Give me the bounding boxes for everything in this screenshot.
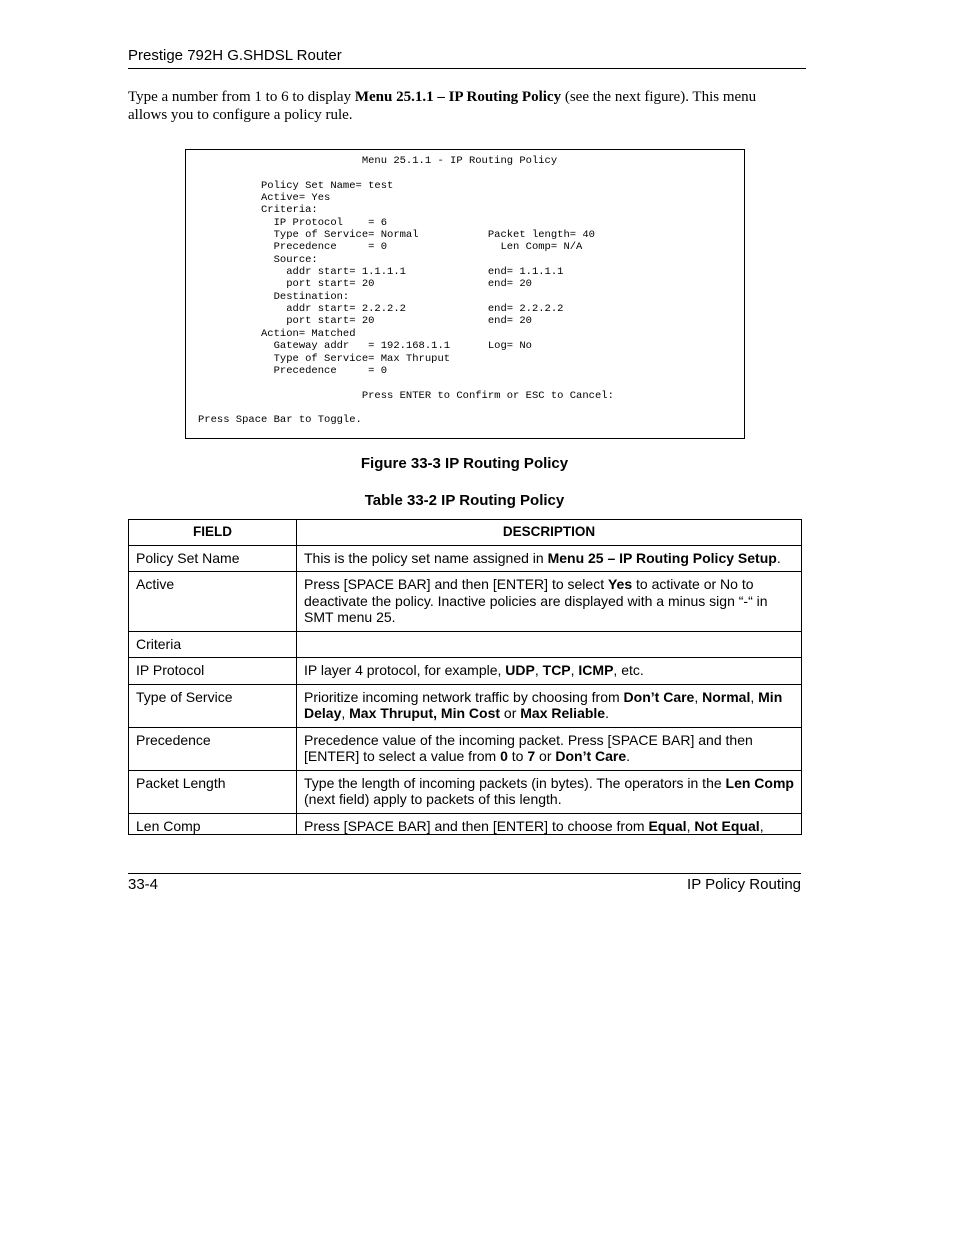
field-cell: Len Comp [129, 813, 297, 835]
page-footer [128, 873, 801, 893]
description-text: , [750, 688, 759, 705]
bold-term: 0 [500, 748, 508, 764]
intro-text-before: Type a number from 1 to 6 to display [128, 89, 355, 105]
description-cell [297, 684, 802, 727]
field-description-table [128, 519, 802, 835]
table-row [129, 813, 802, 835]
field-cell: Active [129, 572, 297, 632]
bold-term: Max Reliable [520, 705, 606, 721]
chapter-title: IP Policy Routing [687, 876, 801, 893]
bold-term: 7 [527, 748, 536, 764]
table-caption: Table 33-2 IP Routing Policy [364, 492, 565, 509]
description-text: Prioritize incoming network traffic by choosing from [304, 688, 624, 705]
table-header-row [129, 520, 802, 546]
bold-term: Yes [607, 576, 633, 592]
description-text: . [605, 705, 609, 721]
smt-menu-text: Menu 25.1.1 - IP Routing Policy Policy Set Name= test Active= Yes Criteria: IP Protocol = 6 Type of Service= Normal Packet length= 40 Precedence = 0 Len Comp= N/A Source: addr start= 1.1.1.1 end= 1.1.1.1 port start= 20 end= 20 Destination: addr start= 2.2.2.2 end= 2.2.2.2 port start= 20 end= 20 Action= Matched Gateway addr = 192.168.1.1 Log= No Type of Service= Max Thruput Precedence = 0 Press ENTER to Confirm or ESC to Cancel: Press Space Bar to Toggle. [198, 155, 614, 427]
bold-term: Equal [648, 817, 687, 834]
description-text: (next field) apply to packets of this length. [304, 791, 562, 807]
description-cell [297, 631, 802, 658]
description-text: Type the length of incoming packets (in bytes). The operators in the [304, 774, 726, 791]
bold-term: Len Comp [725, 774, 794, 791]
table-body [129, 545, 802, 835]
smt-menu-screen [185, 149, 745, 439]
description-text: , [759, 817, 764, 834]
table-row [129, 684, 802, 727]
description-text: or [535, 748, 556, 764]
description-text: Precedence value of the incoming packet. Press [SPACE BAR] and then [ENTER] to select a value from [304, 731, 753, 764]
description-text: . [626, 748, 631, 764]
description-cell [297, 727, 802, 770]
description-text: to [507, 748, 528, 764]
bold-term: Max Thruput, Min Cost [349, 705, 501, 721]
table-row [129, 658, 802, 685]
bold-term: TCP [542, 662, 571, 678]
description-text: to activate or No to deactivate the policy. Inactive policies are displayed with a minus sign “-“ in SMT menu 25. [304, 576, 768, 625]
description-cell [297, 658, 802, 685]
description-text: Press [SPACE BAR] and then [ENTER] to choose from [304, 817, 649, 834]
bold-term: Not Equal [694, 817, 760, 834]
table-row [129, 770, 802, 813]
description-text: , [570, 662, 579, 678]
field-cell: Criteria [129, 631, 297, 658]
bold-term: Normal [702, 688, 751, 705]
field-cell: Precedence [129, 727, 297, 770]
field-cell: Packet Length [129, 770, 297, 813]
field-cell: IP Protocol [129, 658, 297, 685]
description-text: This is the policy set name assigned in [304, 549, 548, 566]
description-text: , [694, 688, 703, 705]
description-text: , [534, 662, 543, 678]
description-cell [297, 572, 802, 632]
description-text: , [341, 705, 350, 721]
table-row [129, 572, 802, 632]
intro-text-after: (see the next figure). This menu allows you to configure a policy rule. [128, 89, 757, 123]
bold-term: Don’t Care [555, 748, 627, 764]
intro-paragraph [128, 88, 788, 124]
bold-term: Min Delay [304, 688, 783, 721]
field-cell: Type of Service [129, 684, 297, 727]
description-cell [297, 813, 802, 835]
intro-menu-name: Menu 25.1.1 – IP Routing Policy [354, 89, 562, 105]
description-text: IP layer 4 protocol, for example, [304, 662, 506, 678]
description-text: , [686, 817, 695, 834]
header-title: Prestige 792H G.SHDSL Router [128, 47, 342, 64]
bold-term: Menu 25 – IP Routing Policy Setup [547, 549, 777, 566]
bold-term: UDP [505, 662, 535, 678]
page-number: 33-4 [128, 876, 159, 893]
description-text: Press [SPACE BAR] and then [ENTER] to select [304, 576, 608, 592]
page-header [128, 47, 806, 69]
figure-caption: Figure 33-3 IP Routing Policy [360, 455, 569, 472]
description-text: . [776, 549, 781, 566]
header-description: DESCRIPTION [297, 520, 802, 546]
header-field: FIELD [129, 520, 297, 546]
bold-term: ICMP [578, 662, 614, 678]
table-row [129, 727, 802, 770]
description-cell [297, 770, 802, 813]
description-text: , etc. [613, 662, 644, 678]
field-cell: Policy Set Name [129, 545, 297, 572]
bold-term: Don’t Care [623, 688, 695, 705]
description-text: or [500, 705, 521, 721]
table-row [129, 631, 802, 658]
description-cell [297, 545, 802, 572]
table-row [129, 545, 802, 572]
